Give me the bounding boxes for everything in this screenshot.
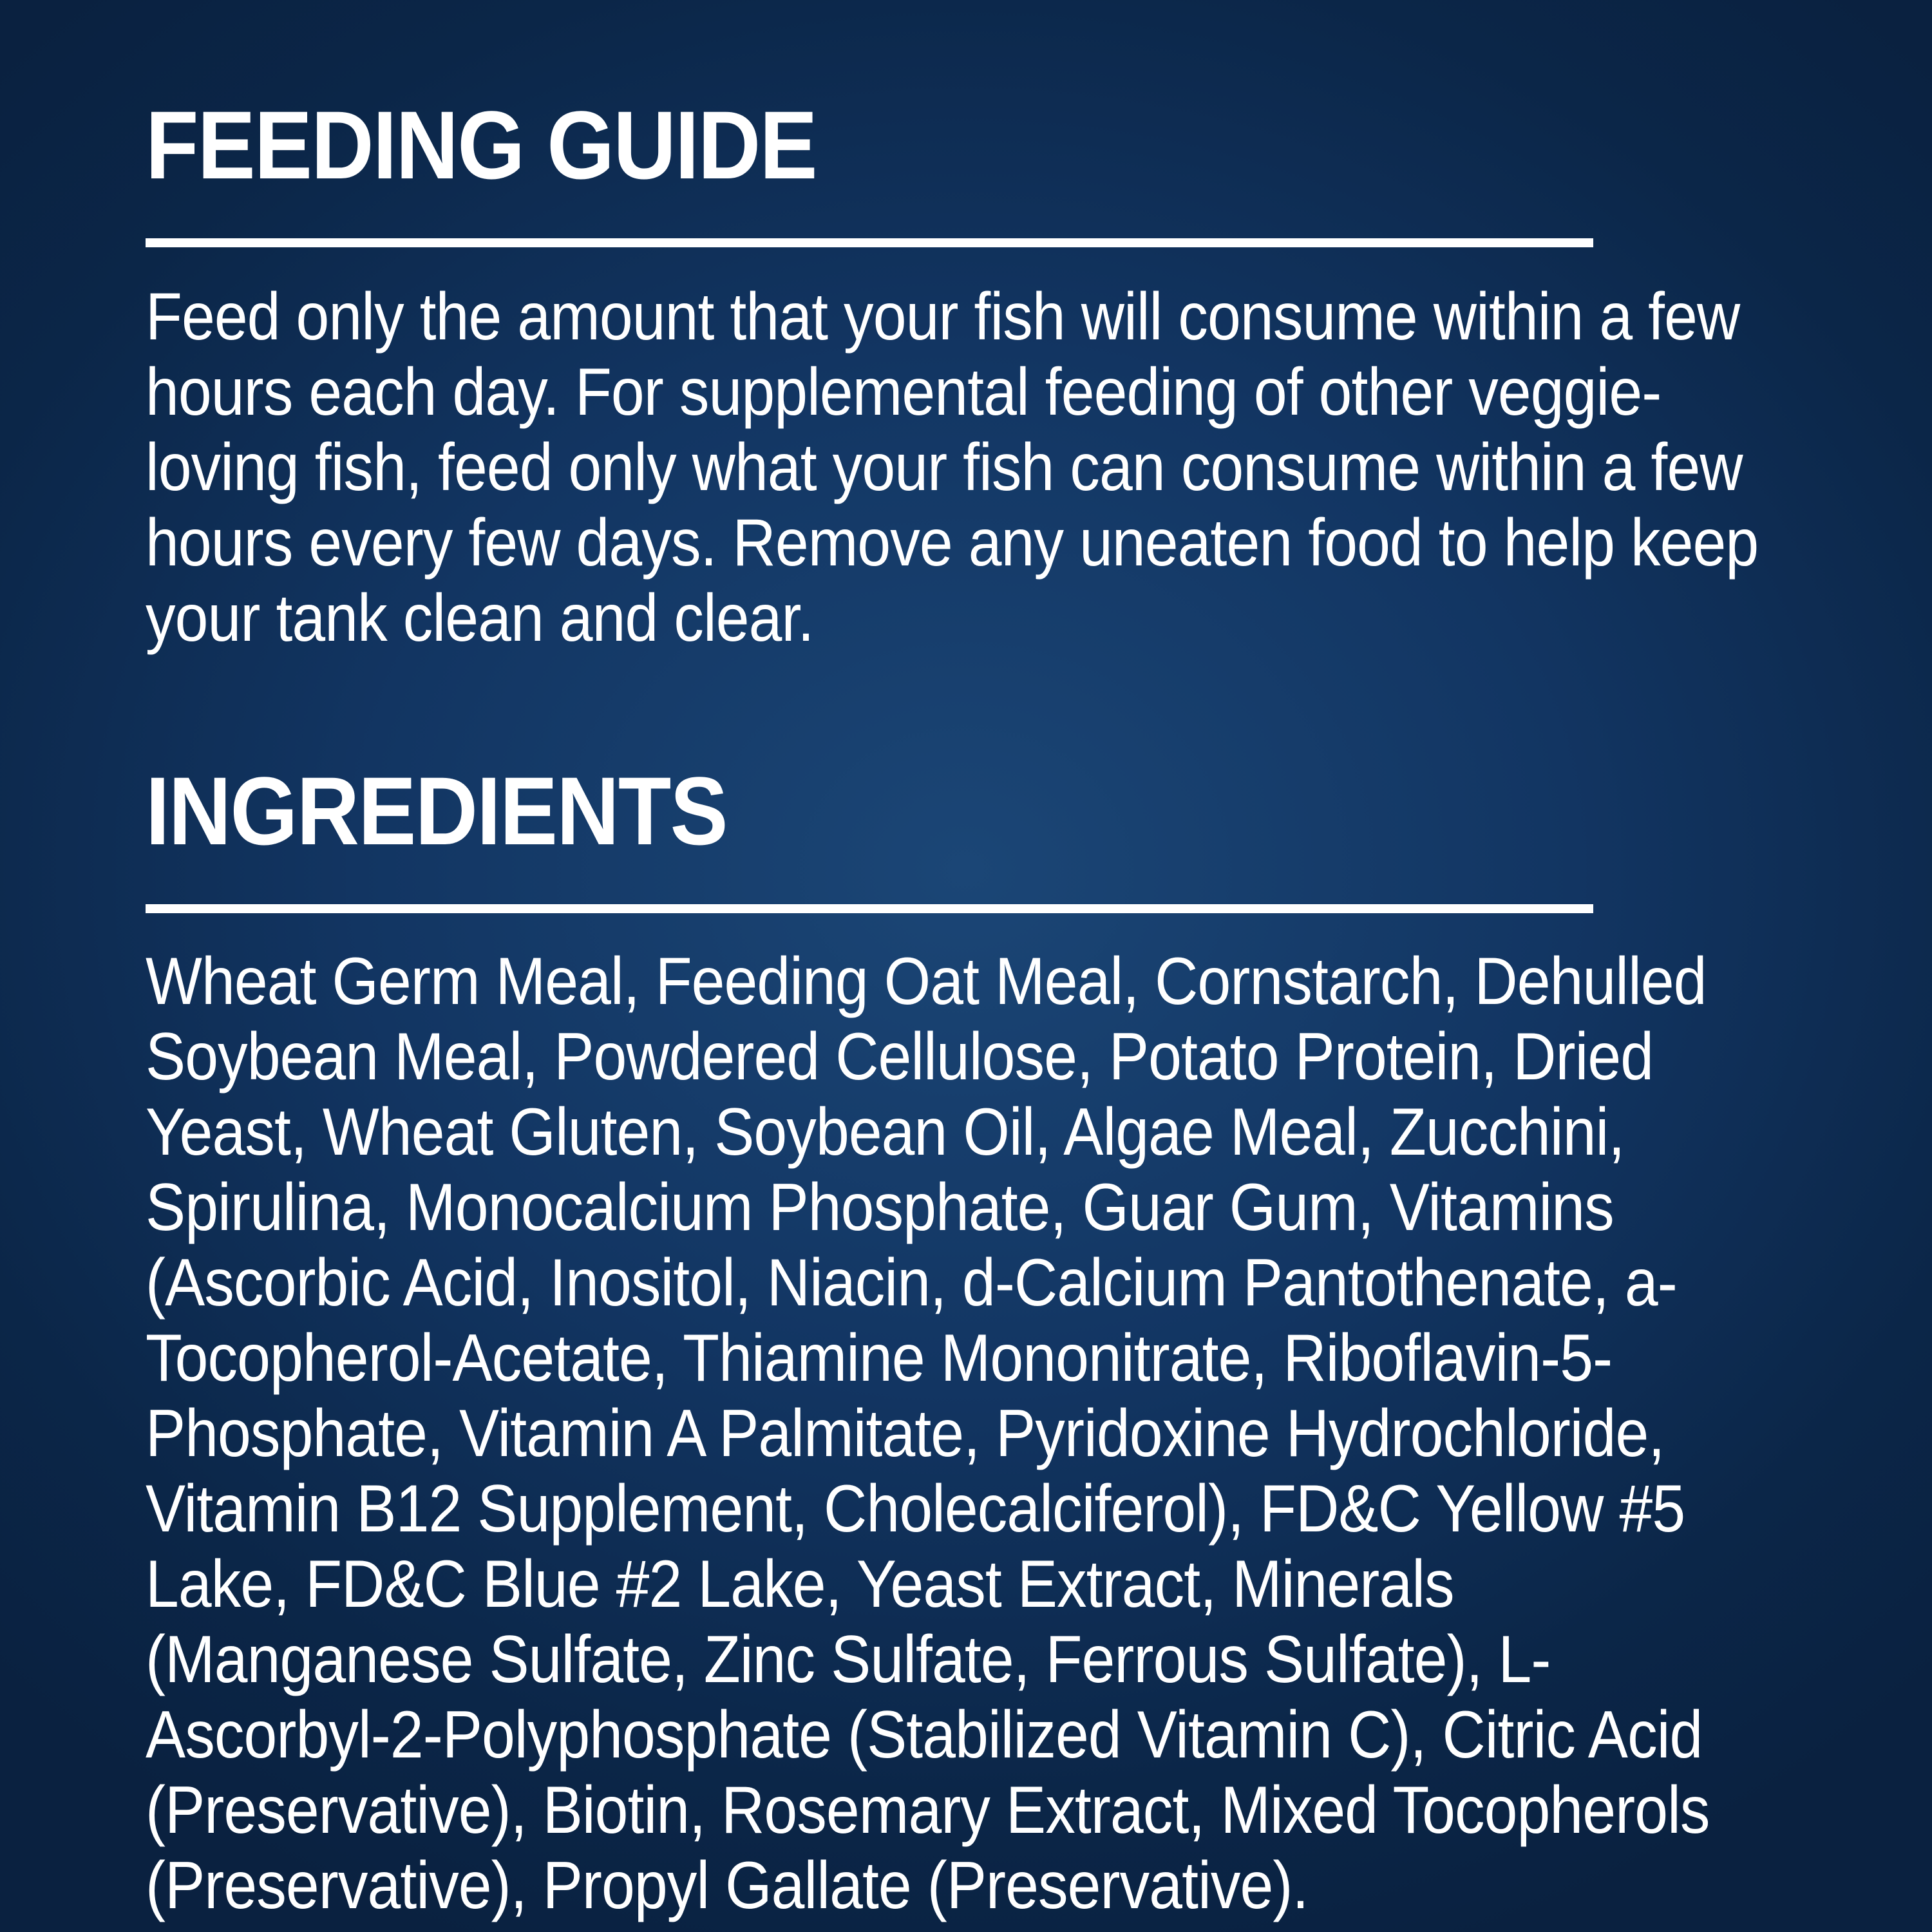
ingredients-section	[146, 757, 1794, 1924]
ingredients-text: Wheat Germ Meal, Feeding Oat Meal, Cornstarch, Dehulled Soybean Meal, Powdered Cellulose, Potato Protein, Dried Yeast, Wheat Gluten, Soybean Oil, Algae Meal, Zucchini, Spirulina, Monocalcium Phosphate, Guar Gum, Vitamins (Ascorbic Acid, Inositol, Niacin, d-Calcium Pantothenate, a-Tocopherol-Acetate, Thiamine Mononitrate, Riboflavin-5-Phosphate, Vitamin A Palmitate, Pyridoxine Hydrochloride, Vitamin B12 Supplement, Cholecalciferol), FD&C Yellow #5 Lake, FD&C Blue #2 Lake, Yeast Extract, Minerals (Manganese Sulfate, Zinc Sulfate, Ferrous Sulfate), L-Ascorbyl-2-Polyphosphate (Stabilized Vitamin C), Citric Acid (Preservative), Biotin, Rosemary Extract, Mixed Tocopherols (Preservative), Propyl Gallate (Preservative).	[146, 944, 1710, 1923]
feeding-guide-text: Feed only the amount that your fish will consume within a few hours each day. For supplemental feeding of other veggie-loving fish, feed only what your fish can consume within a few hours every few days. Remove any uneaten food to help keep your tank clean and clear.	[146, 279, 1759, 656]
feeding-guide-heading: FEEDING GUIDE	[146, 91, 817, 199]
content-panel	[146, 91, 1794, 1924]
ingredients-divider	[146, 904, 1593, 913]
feeding-guide-divider	[146, 238, 1593, 247]
feeding-guide-section	[146, 91, 1794, 656]
ingredients-heading: INGREDIENTS	[146, 757, 727, 865]
